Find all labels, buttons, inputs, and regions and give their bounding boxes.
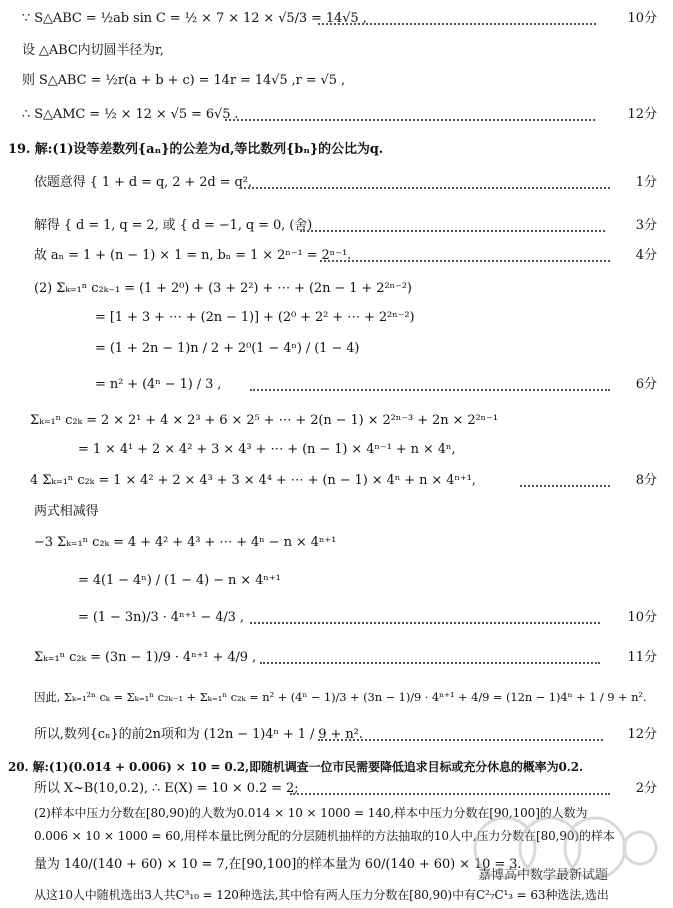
leader-dots xyxy=(300,230,605,232)
line-27-text: 量为 140/(140 + 60) × 10 = 7,在[90,100]的样本量为 60/(140 + 60) × 10 = 3. xyxy=(34,857,522,872)
line-10 xyxy=(0,305,673,331)
leader-dots xyxy=(250,622,600,624)
line-14-text: = 1 × 4¹ + 2 × 4² + 3 × 4³ + ⋯ + (n − 1) × 4ⁿ⁻¹ + n × 4ⁿ, xyxy=(78,442,456,457)
line-20-text: Σₖ₌₁ⁿ c₂ₖ = (3n − 1)/9 · 4ⁿ⁺¹ + 4/9 , xyxy=(34,650,257,665)
line-11-text: = (1 + 2n − 1)n / 2 + 2⁰(1 − 4ⁿ) / (1 − 4) xyxy=(95,341,360,356)
line-3-text: 则 S△ABC = ½r(a + b + c) = 14r = 14√5 ,r = √5 , xyxy=(22,73,345,88)
leader-dots xyxy=(240,187,610,189)
line-12 xyxy=(0,372,673,398)
line-21-text: 因此, Σₖ₌₁²ⁿ cₖ = Σₖ₌₁ⁿ c₂ₖ₋₁ + Σₖ₌₁ⁿ c₂ₖ = n² + (4ⁿ − 1)/3 + (3n − 1)/9 · 4ⁿ⁺¹ + 4/9 = (12n − 1)4ⁿ + 1 / 9 + n². xyxy=(34,690,647,704)
line-17-text: −3 Σₖ₌₁ⁿ c₂ₖ = 4 + 4² + 4³ + ⋯ + 4ⁿ − n × 4ⁿ⁺¹ xyxy=(34,535,337,550)
line-18-text: = 4(1 − 4ⁿ) / (1 − 4) − n × 4ⁿ⁺¹ xyxy=(78,573,281,588)
score-label: 11分 xyxy=(627,650,657,665)
leader-dots xyxy=(318,23,596,25)
line-16-text: 两式相减得 xyxy=(34,504,99,519)
line-14 xyxy=(0,437,673,463)
score-label: 1分 xyxy=(635,175,657,190)
score-label: 10分 xyxy=(627,610,657,625)
line-6-text: 依题意得 { 1 + d = q, 2 + 2d = q², xyxy=(34,175,252,190)
leader-dots xyxy=(225,119,595,121)
line-7-text: 解得 { d = 1, q = 2, 或 { d = −1, q = 0, (舍) xyxy=(34,218,313,233)
leader-dots xyxy=(290,793,610,795)
watermark-text: 嘉博高中数学最新试题 xyxy=(478,868,609,883)
leader-dots xyxy=(520,485,610,487)
line-7 xyxy=(0,213,673,239)
line-9 xyxy=(0,276,673,302)
line-24 xyxy=(0,776,673,802)
line-19-text: = (1 − 3n)/3 · 4ⁿ⁺¹ − 4/3 , xyxy=(78,610,244,625)
line-2-text: 设 △ABC内切圆半径为r, xyxy=(22,43,164,58)
line-13-text: Σₖ₌₁ⁿ c₂ₖ = 2 × 2¹ + 4 × 2³ + 6 × 2⁵ + ⋯ + 2(n − 1) × 2²ⁿ⁻³ + 2n × 2²ⁿ⁻¹ xyxy=(30,413,499,428)
score-label: 10分 xyxy=(627,11,657,26)
score-label: 3分 xyxy=(635,218,657,233)
line-3 xyxy=(0,68,673,94)
leader-dots xyxy=(250,389,610,391)
line-11 xyxy=(0,336,673,362)
line-6 xyxy=(0,170,673,196)
line-22-text: 所以,数列{cₙ}的前2n项和为 (12n − 1)4ⁿ + 1 / 9 + n². xyxy=(34,727,363,742)
line-24-text: 所以 X~B(10,0.2), ∴ E(X) = 10 × 0.2 = 2; xyxy=(34,781,299,796)
line-19 xyxy=(0,605,673,631)
line-26-text: 0.006 × 10 × 1000 = 60,用样本量比例分配的分层随机抽样的方法抽取的10人中,压力分数在[80,90)的样本 xyxy=(34,829,615,843)
line-10-text: = [1 + 3 + ⋯ + (2n − 1)] + (2⁰ + 2² + ⋯ + 2²ⁿ⁻²) xyxy=(95,310,415,325)
score-label: 4分 xyxy=(635,248,657,263)
line-28-text: 从这10人中随机选出3人共C³₁₀ = 120种选法,其中恰有两人压力分数在[80,90)中有C²₇C¹₃ = 63种选法,选出 xyxy=(34,888,609,902)
line-25-text: (2)样本中压力分数在[80,90)的人数为0.014 × 10 × 1000 = 140,样本中压力分数在[90,100]的人数为 xyxy=(34,806,588,820)
leader-dots xyxy=(260,662,600,664)
line-1 xyxy=(0,6,673,32)
line-22 xyxy=(0,722,673,748)
line-8 xyxy=(0,243,673,269)
line-8-text: 故 aₙ = 1 + (n − 1) × 1 = n, bₙ = 1 × 2ⁿ⁻¹ = 2ⁿ⁻¹. xyxy=(34,248,352,263)
line-4-text: ∴ S△AMC = ½ × 12 × √5 = 6√5 . xyxy=(22,107,239,122)
score-label: 12分 xyxy=(627,727,657,742)
score-label: 12分 xyxy=(627,107,657,122)
leader-dots xyxy=(320,260,610,262)
line-13 xyxy=(0,408,673,434)
watermark-logo xyxy=(455,808,660,908)
leader-dots xyxy=(318,739,603,741)
line-17 xyxy=(0,530,673,556)
line-4 xyxy=(0,102,673,128)
line-20 xyxy=(0,645,673,671)
line-5-text: 19. 解:(1)设等差数列{aₙ}的公差为d,等比数列{bₙ}的公比为q. xyxy=(8,142,384,157)
line-5 xyxy=(0,137,673,163)
line-2 xyxy=(0,38,673,64)
score-label: 6分 xyxy=(635,377,657,392)
line-16 xyxy=(0,499,673,525)
line-18 xyxy=(0,568,673,594)
line-9-text: (2) Σₖ₌₁ⁿ c₂ₖ₋₁ = (1 + 2⁰) + (3 + 2²) + ⋯ + (2n − 1 + 2²ⁿ⁻²) xyxy=(34,281,412,296)
line-1-text: ∵ S△ABC = ½ab sin C = ½ × 7 × 12 × √5/3 = 14√5 , xyxy=(22,11,367,26)
score-label: 8分 xyxy=(635,473,657,488)
line-21 xyxy=(0,684,673,710)
line-12-text: = n² + (4ⁿ − 1) / 3 , xyxy=(95,377,222,392)
line-23-text: 20. 解:(1)(0.014 + 0.006) × 10 = 0.2,即随机调查一位市民需要降低追求目标或充分休息的概率为0.2. xyxy=(8,760,584,774)
line-15-text: 4 Σₖ₌₁ⁿ c₂ₖ = 1 × 4² + 2 × 4³ + 3 × 4⁴ + ⋯ + (n − 1) × 4ⁿ + n × 4ⁿ⁺¹, xyxy=(30,473,476,488)
score-label: 2分 xyxy=(635,781,657,796)
line-15 xyxy=(0,468,673,494)
